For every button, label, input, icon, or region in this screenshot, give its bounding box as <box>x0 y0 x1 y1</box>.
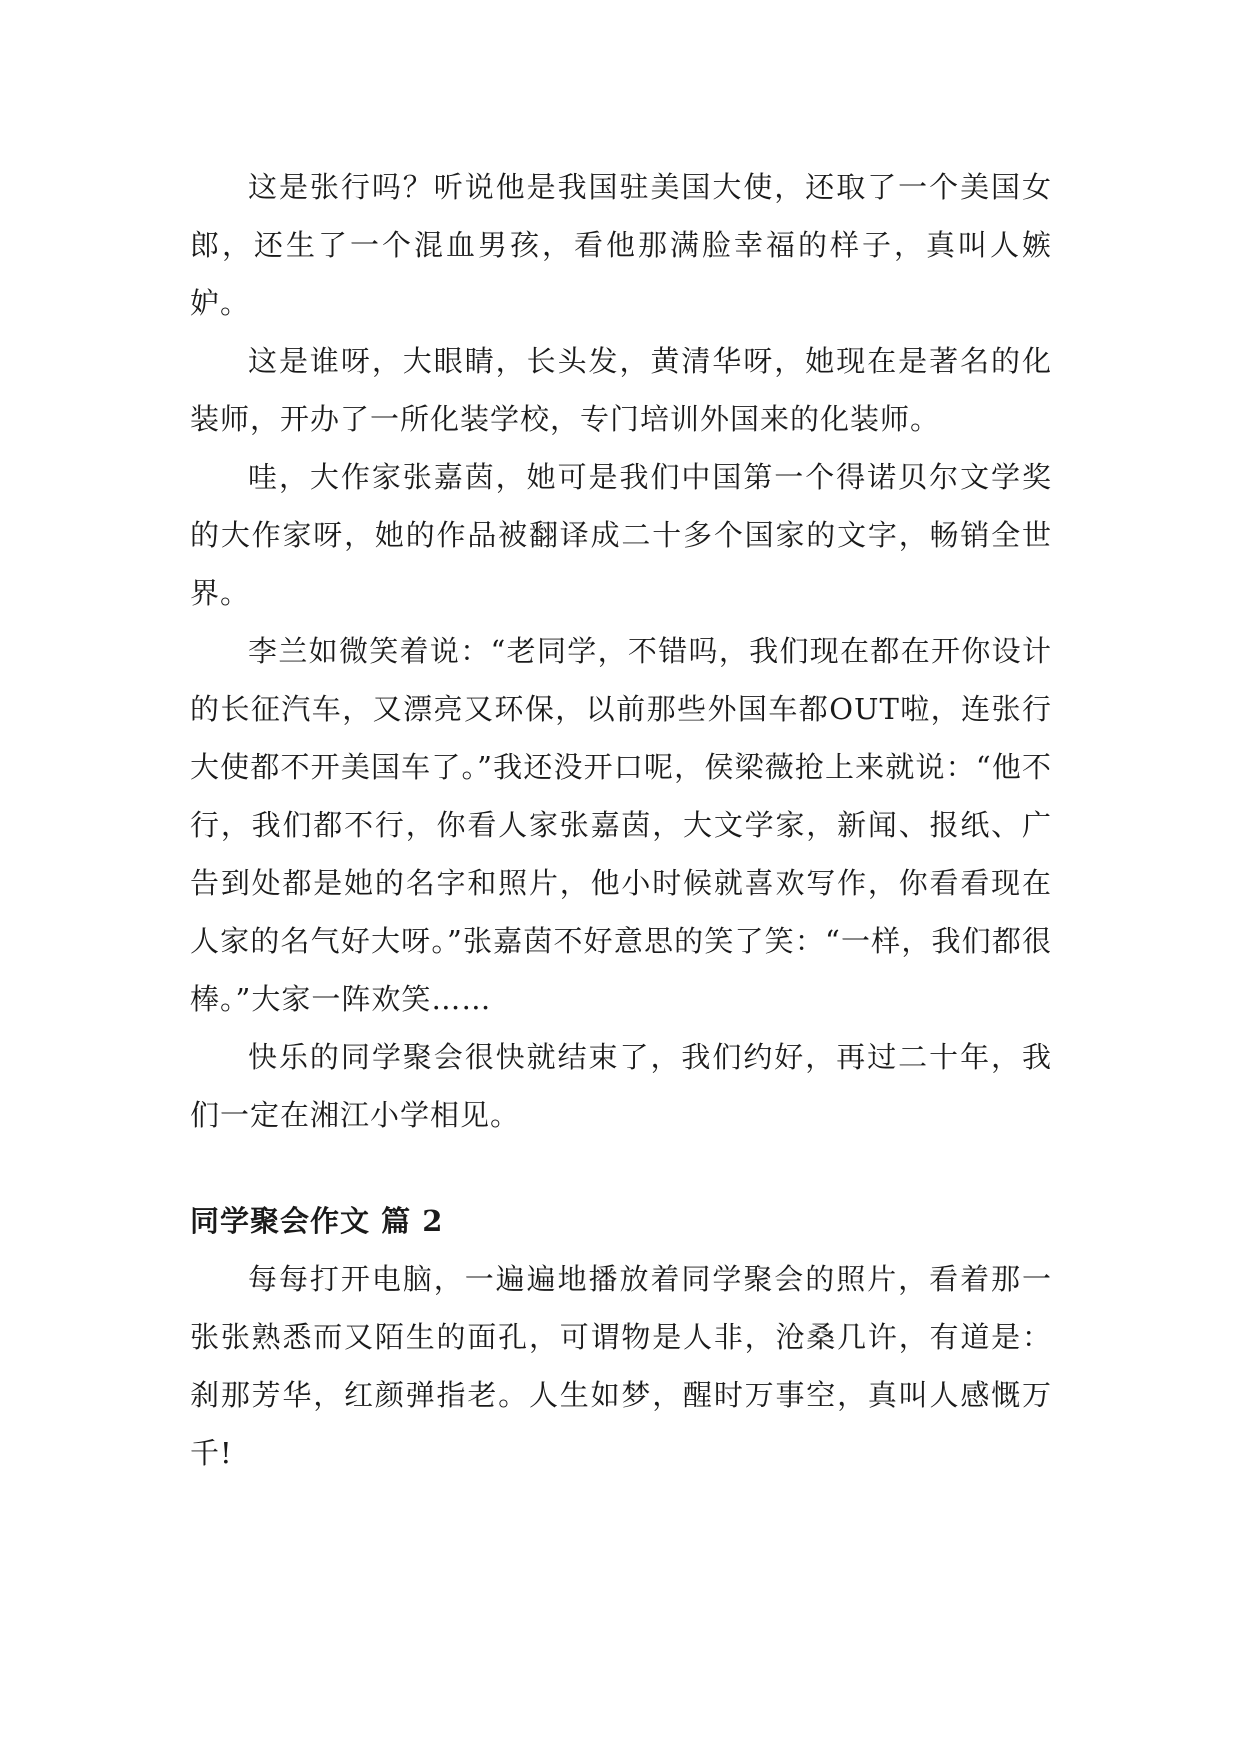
paragraph: 快乐的同学聚会很快就结束了，我们约好，再过二十年，我们一定在湘江小学相见。 <box>190 1040 1052 1132</box>
paragraph: 每每打开电脑，一遍遍地播放着同学聚会的照片，看着那一张张熟悉而又陌生的面孔，可谓物是人非，沧桑几许，有道是：刹那芳华，红颜弹指老。人生如梦，醒时万事空，真叫人感慨万千! <box>190 1262 1052 1470</box>
paragraph: 这是谁呀，大眼睛，长头发，黄清华呀，她现在是著名的化装师，开办了一所化装学校，专门培训外国来的化装师。 <box>190 344 1052 436</box>
paragraph: 哇，大作家张嘉茵，她可是我们中国第一个得诺贝尔文学奖的大作家呀，她的作品被翻译成二十多个国家的文字，畅销全世界。 <box>190 460 1052 610</box>
paragraph: 李兰如微笑着说：“老同学，不错吗，我们现在都在开你设计的长征汽车，又漂亮又环保，以前那些外国车都OUT啦，连张行大使都不开美国车了。”我还没开口呢，侯梁薇抢上来就说：“他不行，我们都不行，你看人家张嘉茵，大文学家，新闻、报纸、广告到处都是她的名字和照片，他小时候就喜欢写作，你看看现在人家的名气好大呀。”张嘉茵不好意思的笑了笑：“一样，我们都很棒。”大家一阵欢笑…… <box>190 634 1052 1016</box>
paragraph: 这是张行吗？听说他是我国驻美国大使，还取了一个美国女郎，还生了一个混血男孩，看他那满脸幸福的样子，真叫人嫉妒。 <box>190 170 1052 320</box>
section-heading: 同学聚会作文 篇 2 <box>190 1204 444 1238</box>
document-body <box>190 158 1052 1482</box>
